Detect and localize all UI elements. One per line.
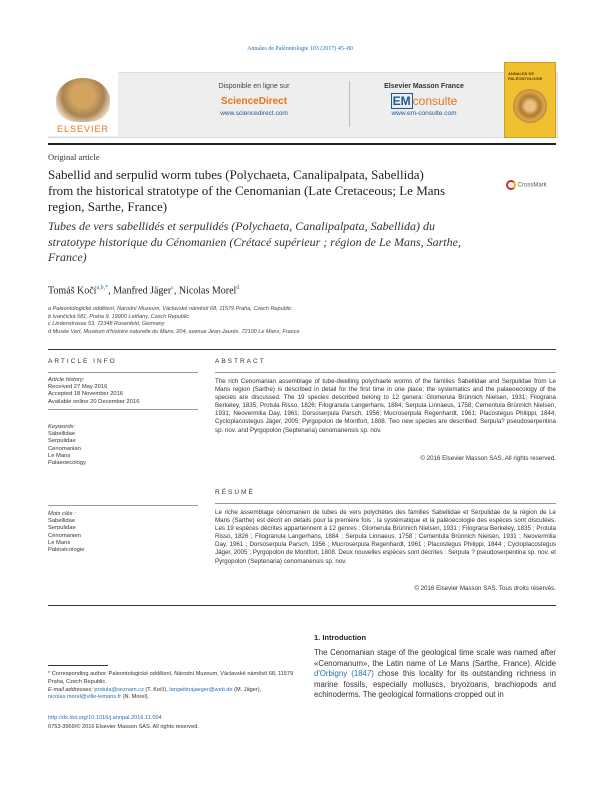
article-title-english: Sabellid and serpulid worm tubes (Polychaeta, Canalipalpata, Sabellida) from the historical stratotype of the Cenomanian (Late Cretaceous; Le Mans region, Sarthe, France): [48, 167, 446, 214]
ammonite-fossil-icon: [513, 89, 547, 123]
corresponding-author: * Corresponding author. Paleontologické oddělení, Národní Muzeum, Václavské náměstí 68, 11579 Praha, Czech Republic.: [48, 671, 294, 685]
em-consulte-block[interactable]: [349, 83, 499, 117]
intro-text-part: The Cenomanian stage of the geological time scale was named after «Cenomanum», the Latin name of Le Mans (Sarthe, France). Alcide: [314, 648, 556, 668]
resume-rule: [215, 503, 556, 504]
footnote-rule: [48, 665, 108, 666]
sd-available-text: Disponible en ligne sur: [218, 83, 290, 90]
section-rule: [48, 349, 556, 350]
mot-cle: Le Mans: [48, 539, 71, 546]
em-publisher: Elsevier Masson France: [384, 83, 464, 90]
author-list: Tomáš Kočí$^{a,b,*}$, Manfred Jäger$^c$, Nicolas Morel$^d$: [48, 285, 240, 297]
affiliations: [48, 306, 556, 336]
keyword: Serpulidae: [48, 438, 76, 445]
resume-copyright: © 2016 Elsevier Masson SAS. Tous droits réservés.: [414, 585, 556, 592]
keywords-label: Keywords:: [48, 424, 76, 430]
resume-text: Le riche assemblage cénomanien de tubes de vers polychètes des familles Sabellidae et Serpulidae de la région de Le Mans (Sarthe) est décrit en détails pour la première fois ; la systématique et la paléoécologie des espèces sont discutées. Les 19 espèces décrites appartiennent à 12 genres : Glomerula Brünnich Nielsen, 1931 ; Filograna Berkeley, 1835 ; Protula Risso, 1826 ; Filogranula Langerhans, 1884 ; Serpula Linnaeus, 1758 ; Cementula Brünnich Nielsen, 1931 ; Neovermilia Day, 1961 ; Dorsoserpula Parsch, 1956 ; Mucroserpula Regenhardt, 1961 ; Placostegus Philippi, 1844 ; Cycloplacostegus Jäger, 2005 ; Pyrgopolon de Montfort, 1808. Deux nouvelles espèces sont décrites : Serpula ? pseudoserpentina sp. nov. et Pyrgopolon (Septenaria) cenomanensis sp. nov.: [215, 509, 556, 565]
sciencedirect-logo[interactable]: ScienceDirect: [220, 96, 288, 107]
introduction-heading: 1. Introduction: [314, 633, 367, 642]
consulte-logo-part: consulte: [412, 94, 458, 108]
affiliation: d Musée Vert, Muséum d'histoire naturelle du Mans, 204, avenue Jean-Jaurès, 72100 Le Mans, France: [48, 328, 300, 335]
article-type: Original article: [48, 152, 100, 162]
author-affiliation-mark[interactable]: a,b,*: [96, 285, 109, 291]
email-link[interactable]: nicolas.morel@ville-lemans.fr: [48, 694, 122, 701]
elsevier-tree-icon: [56, 78, 110, 122]
article-info-heading: ARTICLE INFO: [48, 358, 117, 365]
author-name[interactable]: Nicolas Morel: [178, 285, 237, 297]
article-history: [48, 377, 198, 406]
em-logo-part: EM: [392, 94, 411, 108]
abstract-rule: [215, 372, 556, 373]
mots-cles: [48, 511, 198, 554]
corresponding-author-footnote: [48, 671, 298, 702]
abstract-heading: ABSTRACT: [215, 358, 266, 365]
history-label: Article history:: [48, 377, 85, 383]
article-title-french: Tubes de vers sabellidés et serpulidés (Polychaeta, Canalipalpata, Sabellida) du stratotype historique du Cénomanien (Crétacé supérieur ; région de Le Mans, Sarthe, France): [48, 219, 461, 264]
crossmark-label: CrossMark: [517, 182, 547, 189]
history-online: Available online 20 December 2016: [48, 398, 140, 405]
author-affiliation-mark[interactable]: c: [171, 285, 174, 291]
crossmark-icon: [506, 180, 516, 190]
keyword: Palaeoecology: [48, 460, 87, 467]
cover-title: ANNALES DE PALÉONTOLOGIE: [508, 71, 543, 81]
affiliation: b Ivančická 581, Praha 9, 19900 Letňany, Czech Republic: [48, 313, 190, 320]
motscles-label: Mots clés :: [48, 511, 76, 517]
introduction-text: [314, 648, 556, 701]
journal-cover[interactable]: [504, 62, 556, 138]
issn-copyright: 0753-3969/© 2016 Elsevier Masson SAS. All rights reserved.: [48, 724, 199, 730]
crossmark-badge[interactable]: [506, 180, 564, 192]
email-owner: (N. Morel).: [121, 694, 150, 701]
abstract-text: The rich Cenomanian assemblage of tube-dwelling polychaete worms of the families Sabellidae and Serpulidae from Le Mans region (Sarthe) is described in detail for the first time in one place; the systematics and the palaeoecology of the species are discussed. The 19 species described belong to 12 genera: Glomerula Brünnich Nielsen, 1931; Filograna Berkeley, 1835; Protula Risso, 1826; Filogranula Langerhans, 1884; Serpula Linnaeus, 1758; Cementula Brünnich Nielsen, 1931; Neovermilia Day, 1961; Dorsoserpula Parsch, 1956; Mucroserpula Regenhardt, 1961; Placostegus Philippi, 1844; Cycloplacostegus Jäger, 2005; Pyrgopolon de Montfort, 1808. Two new species are described: Serpula? pseudoserpentina sp. nov. and Pyrgopolon (Septenaria) cenomanensis sp. nov.: [215, 378, 556, 434]
em-consulte-url[interactable]: www.em-consulte.com: [391, 110, 457, 117]
author-name[interactable]: Tomáš Kočí: [48, 285, 97, 297]
email-link[interactable]: langeitinajaeger@web.de: [169, 686, 233, 693]
email-label: E-mail addresses:: [48, 686, 93, 693]
intro-text-part: chose this locality for its outstanding richness in marine fossils, especially molluscs, bryozoans, brachiopods and echinoderms. The geological formations cropped out in: [314, 669, 556, 700]
elsevier-logo-text: ELSEVIER: [56, 124, 110, 134]
resume-heading: RÉSUMÉ: [215, 489, 255, 496]
email-owner: (T. Kočí),: [143, 686, 170, 693]
bottom-section-rule: [48, 605, 556, 606]
affiliation: c Lindenstrasse 53, 72348 Rosenfeld, Germany: [48, 321, 165, 328]
affiliation: a Paleontologické oddělení, Národní Muzeum, Václavské náměstí 68, 11579 Praha, Czech Republic: [48, 306, 292, 312]
elsevier-logo[interactable]: [48, 72, 118, 136]
email-addresses: [48, 687, 298, 703]
keyword: Cenomanian: [48, 445, 81, 452]
history-received: Received 27 May 2016: [48, 384, 108, 391]
doi-link[interactable]: http://dx.doi.org/10.1016/j.annpal.2016.11.004: [48, 715, 162, 721]
header-rule: [48, 143, 556, 145]
author-affiliation-mark[interactable]: d: [236, 285, 240, 291]
citation-link[interactable]: d'Orbigny (1847): [314, 669, 374, 679]
em-consulte-logo[interactable]: [349, 94, 499, 108]
mot-cle: Serpulidae: [48, 525, 76, 532]
info-rule: [48, 372, 198, 373]
journal-reference[interactable]: Annales de Paléontologie 103 (2017) 45–80: [247, 46, 353, 52]
abstract-copyright: © 2016 Elsevier Masson SAS. All rights reserved.: [420, 455, 556, 462]
publisher-banner: [48, 72, 558, 138]
mot-cle: Cénomanien: [48, 532, 81, 539]
mot-cle: Paléoécologie: [48, 547, 85, 554]
email-owner: (M. Jäger),: [232, 686, 262, 693]
info-rule: [48, 505, 198, 506]
sciencedirect-url[interactable]: www.sciencedirect.com: [220, 110, 288, 117]
info-rule: [48, 409, 198, 410]
mot-cle: Sabellidae: [48, 518, 76, 525]
keywords: [48, 424, 198, 467]
author-name[interactable]: Manfred Jäger: [113, 285, 172, 297]
keyword: Le Mans: [48, 452, 71, 459]
email-link[interactable]: protula@seznam.cz: [94, 686, 144, 693]
keyword: Sabellidae: [48, 431, 76, 438]
history-accepted: Accepted 18 November 2016: [48, 391, 124, 398]
sciencedirect-block[interactable]: [169, 83, 339, 117]
